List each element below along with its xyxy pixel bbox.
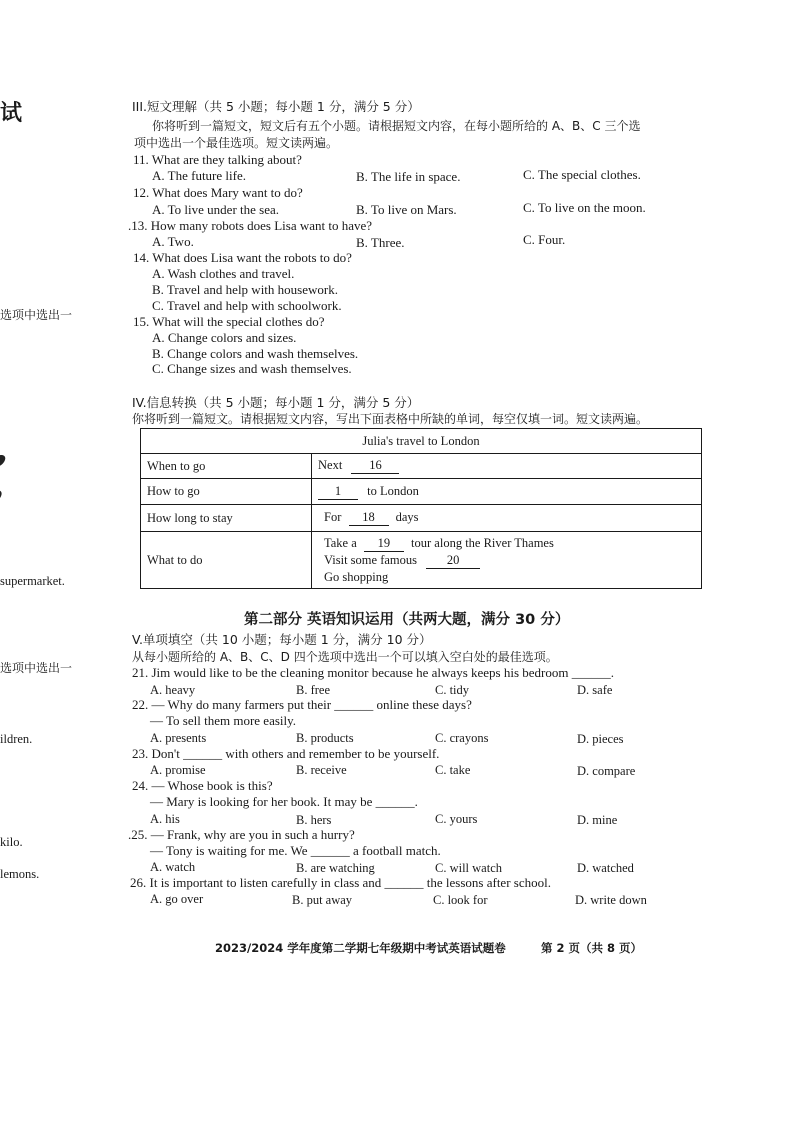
question-21: 21. Jim would like to be the cleaning monitor because he always keeps his bedroom ______. bbox=[132, 665, 614, 680]
margin-fragment: 选项中选出一 bbox=[0, 308, 73, 322]
margin-fragment: ildren. bbox=[0, 732, 33, 746]
section-instructions: 从每小题所给的 A、B、C、D 四个选项中选出一个可以填入空白处的最佳选项。 bbox=[132, 650, 558, 664]
value-text: Visit some famous bbox=[324, 553, 417, 567]
option-b: B. are watching bbox=[296, 861, 375, 875]
question-26: 26. It is important to listen carefully in class and ______ the lessons after school. bbox=[130, 875, 551, 890]
question-25: .25. — Frank, why are you in such a hurry? bbox=[128, 827, 355, 842]
option-b: B. The life in space. bbox=[356, 169, 461, 184]
option-a: A. The future life. bbox=[152, 168, 246, 183]
table-row bbox=[141, 505, 702, 532]
answer-blank: 16 bbox=[351, 458, 399, 474]
row-label: How to go bbox=[141, 479, 312, 505]
option-a: A. Two. bbox=[152, 234, 194, 249]
margin-fragment: kilo. bbox=[0, 835, 23, 849]
option-d: D. pieces bbox=[577, 732, 624, 746]
question-12: 12. What does Mary want to do? bbox=[133, 185, 303, 200]
option-c: C. The special clothes. bbox=[523, 167, 641, 182]
table-row bbox=[141, 532, 702, 589]
row-label: When to go bbox=[141, 454, 312, 479]
option-a: A. To live under the sea. bbox=[152, 202, 280, 217]
row-value bbox=[312, 479, 702, 505]
option-b: B. To live on Mars. bbox=[356, 202, 457, 217]
option-c: C. Four. bbox=[523, 232, 566, 247]
question-22-reply: — To sell them more easily. bbox=[150, 713, 297, 728]
row-value bbox=[312, 454, 702, 479]
option-b: B. Travel and help with housework. bbox=[152, 282, 338, 297]
option-b: B. free bbox=[296, 683, 331, 697]
option-c: C. Change sizes and wash themselves. bbox=[152, 361, 352, 376]
answer-blank: 18 bbox=[349, 510, 389, 526]
question-25-reply: — Tony is waiting for me. We ______ a football match. bbox=[150, 843, 441, 858]
question-24: 24. — Whose book is this? bbox=[132, 778, 273, 793]
section-instructions: 你将听到一篇短文。请根据短文内容，写出下面表格中所缺的单词，每空仅填一词。短文读两遍。 bbox=[132, 412, 649, 426]
option-d: D. safe bbox=[577, 683, 613, 697]
option-c: C. tidy bbox=[435, 683, 470, 697]
option-a: A. his bbox=[150, 812, 180, 826]
table-title: Julia's travel to London bbox=[141, 429, 702, 454]
question-24-reply: — Mary is looking for her book. It may be ______. bbox=[150, 794, 418, 809]
page-number: 第 2 页（共 8 页） bbox=[541, 941, 643, 955]
margin-title-fragment: 试 bbox=[0, 101, 23, 126]
option-b: B. put away bbox=[292, 893, 353, 907]
footer-title: 2023/2024 学年度第二学期七年级期中考试英语试题卷 bbox=[215, 941, 506, 955]
table-row bbox=[141, 454, 702, 479]
value-text: days bbox=[395, 510, 419, 524]
row-value bbox=[312, 505, 702, 532]
value-text: Take a bbox=[324, 536, 357, 550]
option-a: A. go over bbox=[150, 892, 204, 906]
option-d: D. watched bbox=[577, 861, 634, 875]
option-d: D. write down bbox=[575, 893, 647, 907]
row-value bbox=[312, 532, 702, 589]
section-heading: III.短文理解（共 5 小题；每小题 1 分，满分 5 分） bbox=[132, 99, 420, 114]
section-heading: V.单项填空（共 10 小题；每小题 1 分，满分 10 分） bbox=[132, 632, 432, 647]
question-14: 14. What does Lisa want the robots to do? bbox=[133, 250, 352, 265]
option-b: B. Three. bbox=[356, 235, 405, 250]
answer-blank: 19 bbox=[364, 535, 404, 552]
option-b: B. receive bbox=[296, 763, 347, 777]
margin-fragment: 选项中选出一 bbox=[0, 661, 73, 675]
option-c: C. crayons bbox=[435, 731, 489, 745]
value-text: Go shopping bbox=[324, 570, 389, 584]
margin-fragment: lemons. bbox=[0, 867, 40, 881]
smudge-mark bbox=[0, 452, 24, 476]
option-a: A. Change colors and sizes. bbox=[152, 330, 297, 345]
option-c: C. take bbox=[435, 763, 471, 777]
answer-blank: 1 bbox=[318, 484, 358, 500]
value-text: For bbox=[324, 510, 342, 524]
value-text: Next bbox=[318, 458, 343, 472]
answer-blank: 20 bbox=[426, 552, 480, 569]
section-instructions: 项中选出一个最佳选项。短文读两遍。 bbox=[134, 136, 339, 150]
option-d: D. mine bbox=[577, 813, 618, 827]
row-label: How long to stay bbox=[141, 505, 312, 532]
table-row bbox=[141, 479, 702, 505]
option-a: A. Wash clothes and travel. bbox=[152, 266, 295, 281]
option-a: A. watch bbox=[150, 860, 196, 874]
option-c: C. will watch bbox=[435, 861, 503, 875]
question-22: 22. — Why do many farmers put their ______ online these days? bbox=[132, 697, 472, 712]
value-text: to London bbox=[367, 483, 419, 498]
question-11: 11. What are they talking about? bbox=[133, 152, 302, 167]
question-15: 15. What will the special clothes do? bbox=[133, 314, 325, 329]
part-heading: 第二部分 英语知识运用（共两大题，满分 30 分） bbox=[244, 612, 570, 628]
option-d: D. compare bbox=[577, 764, 636, 778]
option-a: A. presents bbox=[150, 731, 207, 745]
section-heading: IV.信息转换（共 5 小题；每小题 1 分，满分 5 分） bbox=[132, 395, 420, 410]
option-b: B. hers bbox=[296, 813, 332, 827]
option-c: C. To live on the moon. bbox=[523, 200, 646, 215]
option-b: B. Change colors and wash themselves. bbox=[152, 346, 359, 361]
option-a: A. heavy bbox=[150, 683, 196, 697]
row-label: What to do bbox=[141, 532, 312, 589]
option-a: A. promise bbox=[150, 763, 206, 777]
question-23: 23. Don't ______ with others and remember to be yourself. bbox=[132, 746, 440, 761]
option-c: C. Travel and help with schoolwork. bbox=[152, 298, 342, 313]
question-13: .13. How many robots does Lisa want to have? bbox=[128, 218, 373, 233]
info-table bbox=[140, 428, 702, 589]
margin-fragment: supermarket. bbox=[0, 574, 65, 588]
section-instructions: 你将听到一篇短文，短文后有五个小题。请根据短文内容，在每小题所给的 A、B、C 三个选 bbox=[152, 119, 641, 133]
option-b: B. products bbox=[296, 731, 354, 745]
option-c: C. look for bbox=[433, 893, 488, 907]
value-text: tour along the River Thames bbox=[411, 536, 554, 550]
option-c: C. yours bbox=[435, 812, 478, 826]
